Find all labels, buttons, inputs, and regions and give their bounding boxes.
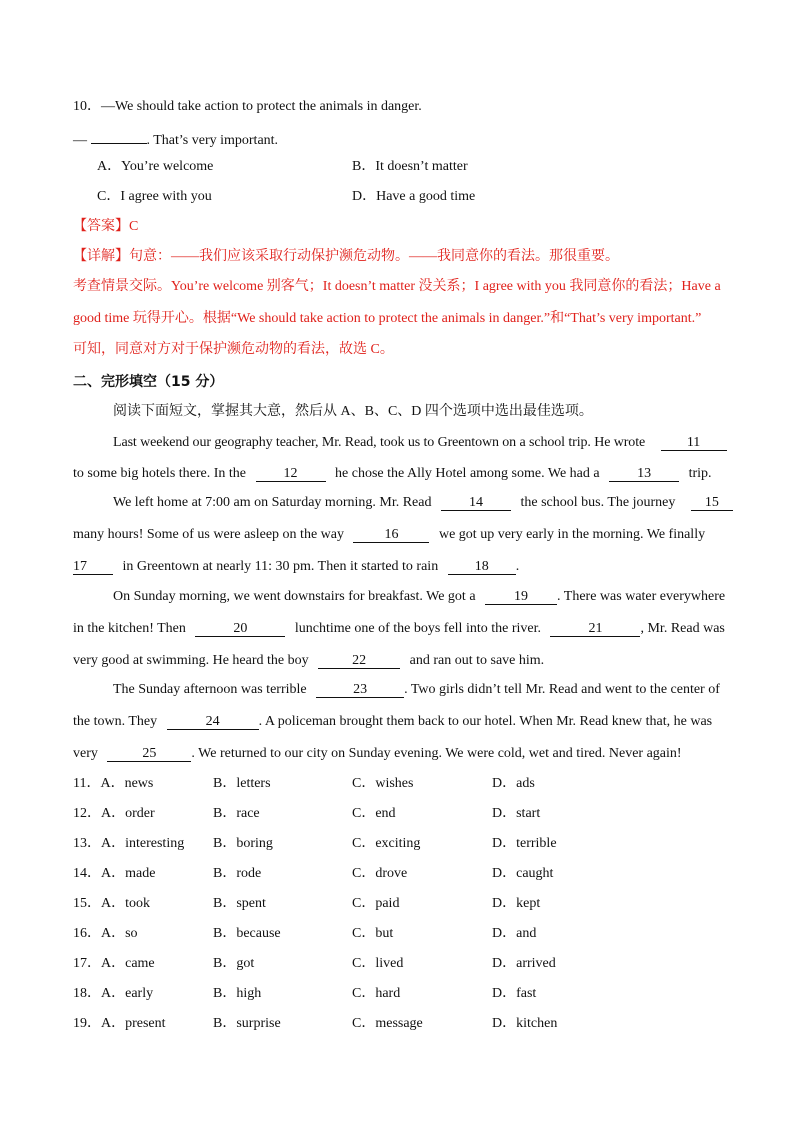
passage-text: and ran out to save him. xyxy=(409,653,545,668)
passage-line-11 xyxy=(73,745,682,763)
question-14-option-a: 14．A．made xyxy=(73,866,156,881)
passage-line-5 xyxy=(73,558,519,576)
question-17-option-a: 17．A．came xyxy=(73,956,155,971)
passage-line-4 xyxy=(73,526,705,544)
passage-text: . There was water everywhere xyxy=(557,589,726,604)
question-18-option-a: 18．A．early xyxy=(73,986,154,1001)
passage-text: . xyxy=(515,559,520,574)
question-13-option-c: C．exciting xyxy=(352,836,421,851)
blank-15: 15 xyxy=(691,495,733,511)
question-19-option-d: D．kitchen xyxy=(492,1016,558,1031)
passage-text: he chose the Ally Hotel among some. We had a xyxy=(335,466,600,481)
passage-text: We left home at 7:00 am on Saturday morning. Mr. Read xyxy=(113,495,432,510)
passage-line-8 xyxy=(73,652,544,670)
blank-19: 19 xyxy=(485,589,557,605)
question-15-option-c: C．paid xyxy=(352,896,400,911)
answer-blank xyxy=(91,129,147,144)
detail-line-4: 可知，同意对方对于保护濒危动物的看法，故选 C。 xyxy=(73,342,394,357)
blank-11: 11 xyxy=(661,435,727,451)
passage-line-7 xyxy=(73,620,725,638)
question-17-option-b: B．got xyxy=(213,956,255,971)
question-19-option-c: C．message xyxy=(352,1016,423,1031)
question-16-option-d: D．and xyxy=(492,926,537,941)
dash: — xyxy=(73,133,87,148)
question-13-option-a: 13．A．interesting xyxy=(73,836,185,851)
blank-14: 14 xyxy=(441,495,511,511)
blank-17: 17 xyxy=(73,559,113,575)
passage-text: Last weekend our geography teacher, Mr. Read, took us to Greentown on a school trip. He wrote xyxy=(113,435,646,450)
question-16-option-a: 16．A．so xyxy=(73,926,138,941)
question-14-option-c: C．drove xyxy=(352,866,408,881)
question-16-option-c: C．but xyxy=(352,926,394,941)
passage-line-3 xyxy=(113,494,733,512)
question-18-option-c: C．hard xyxy=(352,986,401,1001)
question-10-stem: 10．—We should take action to protect the animals in danger. xyxy=(73,99,422,114)
blank-21: 21 xyxy=(550,621,640,637)
question-18-option-b: B．high xyxy=(213,986,262,1001)
question-14-option-b: B．rode xyxy=(213,866,262,881)
answer-label: 【答案】C xyxy=(73,219,139,234)
question-12-option-c: C．end xyxy=(352,806,396,821)
passage-text: On Sunday morning, we went downstairs for breakfast. We got a xyxy=(113,589,476,604)
blank-23: 23 xyxy=(316,682,404,698)
passage-text: the school bus. The journey xyxy=(520,495,676,510)
blank-12: 12 xyxy=(256,466,326,482)
question-12-option-b: B．race xyxy=(213,806,260,821)
passage-text: we got up very early in the morning. We finally xyxy=(438,527,706,542)
question-15-option-d: D．kept xyxy=(492,896,541,911)
question-16-option-b: B．because xyxy=(213,926,281,941)
passage-line-1 xyxy=(113,434,727,452)
blank-18: 18 xyxy=(448,559,516,575)
question-15-option-a: 15．A．took xyxy=(73,896,150,911)
passage-text: lunchtime one of the boys fell into the river. xyxy=(294,621,541,636)
question-19-option-b: B．surprise xyxy=(213,1016,281,1031)
blank-22: 22 xyxy=(318,653,400,669)
section-heading: 二、完形填空（15 分） xyxy=(73,374,224,390)
question-11-option-c: C．wishes xyxy=(352,776,414,791)
blank-24: 24 xyxy=(167,714,259,730)
passage-text: , Mr. Read was xyxy=(640,621,725,636)
question-17-option-c: C．lived xyxy=(352,956,404,971)
passage-text: . We returned to our city on Sunday evening. We were cold, wet and tired. Never again! xyxy=(191,746,682,761)
passage-text: The Sunday afternoon was terrible xyxy=(113,682,307,697)
blank-13: 13 xyxy=(609,466,679,482)
question-10-response xyxy=(73,129,278,150)
question-11-option-b: B．letters xyxy=(213,776,271,791)
passage-text: in Greentown at nearly 11: 30 pm. Then it started to rain xyxy=(122,559,439,574)
passage-text: very xyxy=(73,746,98,761)
question-11-option-d: D．ads xyxy=(492,776,535,791)
passage-text: trip. xyxy=(688,466,712,481)
question-14-option-d: D．caught xyxy=(492,866,554,881)
option-d: D．Have a good time xyxy=(352,189,476,204)
option-b: B．It doesn’t matter xyxy=(352,159,468,174)
passage-text: the town. They xyxy=(73,714,158,729)
passage-text: in the kitchen! Then xyxy=(73,621,186,636)
passage-text: . Two girls didn’t tell Mr. Read and went to the center of xyxy=(404,682,720,697)
option-c: C．I agree with you xyxy=(97,189,212,204)
section-instruction: 阅读下面短文，掌握其大意，然后从 A、B、C、D 四个选项中选出最佳选项。 xyxy=(113,404,593,419)
passage-text: very good at swimming. He heard the boy xyxy=(73,653,309,668)
passage-line-9 xyxy=(113,681,720,699)
question-15-option-b: B．spent xyxy=(213,896,266,911)
response-text: . That’s very important. xyxy=(146,133,279,148)
detail-line-2: 考查情景交际。You’re welcome 别客气；It doesn’t matter 没关系；I agree with you 我同意你的看法；Have a xyxy=(73,279,721,294)
question-17-option-d: D．arrived xyxy=(492,956,556,971)
question-18-option-d: D．fast xyxy=(492,986,537,1001)
blank-16: 16 xyxy=(353,527,429,543)
question-12-option-d: D．start xyxy=(492,806,541,821)
question-13-option-d: D．terrible xyxy=(492,836,557,851)
question-11-option-a: 11．A．news xyxy=(73,776,154,791)
question-19-option-a: 19．A．present xyxy=(73,1016,166,1031)
option-a: A．You’re welcome xyxy=(97,159,214,174)
passage-text: many hours! Some of us were asleep on the way xyxy=(73,527,344,542)
blank-25: 25 xyxy=(107,746,191,762)
question-13-option-b: B．boring xyxy=(213,836,273,851)
detail-line-1: 【详解】句意：——我们应该采取行动保护濒危动物。——我同意你的看法。那很重要。 xyxy=(73,249,619,264)
passage-line-2 xyxy=(73,465,712,483)
passage-text: to some big hotels there. In the xyxy=(73,466,247,481)
question-12-option-a: 12．A．order xyxy=(73,806,155,821)
blank-20: 20 xyxy=(195,621,285,637)
passage-line-10 xyxy=(73,713,712,731)
detail-line-3: good time 玩得开心。根据“We should take action to protect the animals in danger.”和“That’s very important.” xyxy=(73,311,702,326)
passage-line-6 xyxy=(113,588,725,606)
passage-text: . A policeman brought them back to our hotel. When Mr. Read knew that, he was xyxy=(258,714,713,729)
